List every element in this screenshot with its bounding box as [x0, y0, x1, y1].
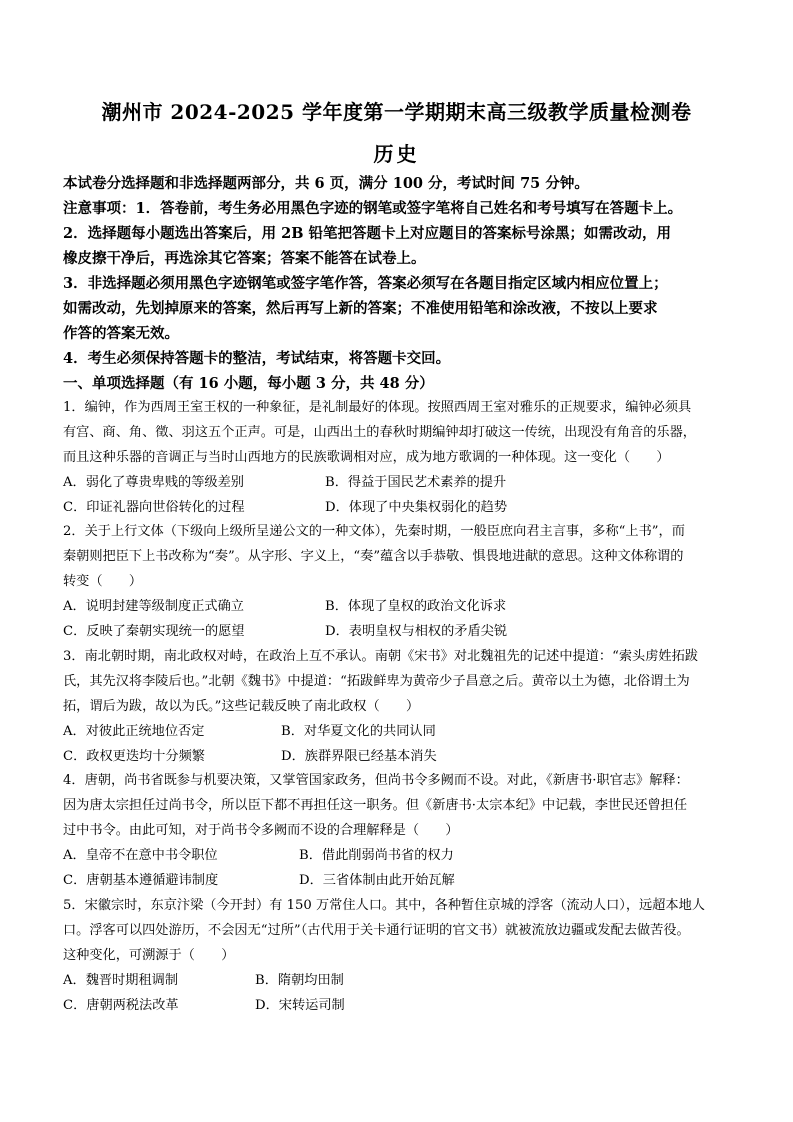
question-1 [63, 395, 735, 520]
question-stem-line: 有宫、商、角、徵、羽这五个正声。可是，山西出土的春秋时期编钟却打破这一传统，出现没有角音的乐器， [63, 425, 696, 440]
instruction-line: 如需改动，先划掉原来的答案，然后再写上新的答案；不准使用铅笔和涂改液，不按以上要求 [63, 300, 658, 317]
option-c: C．反映了秦朝实现统一的愿望 [63, 624, 245, 639]
exam-subject: 历史 [373, 142, 420, 166]
option-b: B．对华夏文化的共同认同 [281, 724, 436, 739]
instruction-line: 2．选择题每小题选出答案后，用 2B 铅笔把答题卡上对应题目的答案标号涂黑；如需改动，用 [63, 225, 672, 242]
instruction-line: 注意事项：1．答卷前，考生务必用黑色字迹的钢笔或签字笔将自己姓名和考号填写在答题卡上。 [63, 200, 683, 217]
question-stem-line: 口。浮客可以四处游历，不会因无“过所”（古代用于关卡通行证明的官文书）就被流放边疆或发配去做苦役。 [63, 923, 690, 938]
question-3 [63, 644, 735, 769]
instruction-line: 4．考生必须保持答题卡的整洁，考试结束，将答题卡交回。 [63, 350, 451, 367]
option-row [63, 968, 735, 993]
option-d: D．三省体制由此开始瓦解 [299, 873, 455, 888]
instruction-line: 3．非选择题必须用黑色字迹钢笔或签字笔作答，答案必须写在各题目指定区域内相应位置上； [63, 275, 668, 292]
option-row [63, 843, 735, 868]
option-b: B．借此削弱尚书省的权力 [299, 848, 454, 863]
option-d: D．表明皇权与相权的矛盾尖锐 [325, 624, 508, 639]
option-d: D．体现了中央集权弱化的趋势 [325, 500, 508, 515]
question-4 [63, 768, 735, 893]
exam-title: 潮州市 2024-2025 学年度第一学期期末高三级教学质量检测卷 [101, 100, 692, 124]
question-stem-line: 5．宋徽宗时，东京汴梁（今开封）有 150 万常住人口。其中，各种暂住京城的浮客（流动人口），远超本地人 [63, 898, 705, 913]
question-5 [63, 893, 735, 1018]
question-stem-line: 2．关于上行文体（下级向上级所呈递公文的一种文体），先秦时期，一般臣庶向君主言事，多称“上书”，而 [63, 524, 685, 539]
option-a: A．对彼此正统地位否定 [63, 724, 205, 739]
instruction-line: 作答的答案无效。 [63, 325, 179, 342]
option-row [63, 619, 735, 644]
question-stem-line: 4．唐朝，尚书省既参与机要决策，又掌管国家政务，但尚书令多阙而不设。对此，《新唐书·职官志》解释： [63, 773, 689, 788]
option-a: A．皇帝不在意中书令职位 [63, 848, 218, 863]
option-b: B．体现了皇权的政治文化诉求 [325, 599, 507, 614]
question-stem-line: 拓，谓后为跋，故以为氏。”这些记载反映了南北政权（ ） [63, 699, 420, 714]
option-d: D．宋转运司制 [255, 998, 345, 1013]
option-c: C．政权更迭均十分频繁 [63, 749, 205, 764]
question-stem-line: 这种变化，可溯源于（ ） [63, 948, 235, 963]
question-stem-line: 过中书令。由此可知，对于尚书令多阙而不设的合理解释是（ ） [63, 823, 459, 838]
question-stem-line: 因为唐太宗担任过尚书令，所以臣下都不再担任这一职务。但《新唐书·太宗本纪》中记载，李世民还曾担任 [63, 798, 688, 813]
option-row [63, 470, 735, 495]
option-c: C．唐朝基本遵循避讳制度 [63, 873, 219, 888]
option-row [63, 495, 735, 520]
option-b: B．隋朝均田制 [255, 973, 344, 988]
question-stem-line: 1．编钟，作为西周王室王权的一种象征，是礼制最好的体现。按照西周王室对雅乐的正规要求，编钟必须具 [63, 400, 692, 415]
option-row [63, 993, 735, 1018]
instruction-line: 本试卷分选择题和非选择题两部分，共 6 页，满分 100 分，考试时间 75 分钟。 [63, 175, 589, 192]
question-stem-line: 3．南北朝时期，南北政权对峙，在政治上互不承认。南朝《宋书》对北魏祖先的记述中提道：“索头虏姓拓跋 [63, 649, 698, 664]
option-c: C．唐朝两税法改革 [63, 998, 179, 1013]
option-a: A．魏晋时期租调制 [63, 973, 179, 988]
option-a: A．弱化了尊贵卑贱的等级差别 [63, 475, 244, 490]
instruction-line: 橡皮擦干净后，再选涂其它答案；答案不能答在试卷上。 [63, 250, 426, 267]
option-row [63, 719, 735, 744]
option-row [63, 594, 735, 619]
option-b: B．得益于国民艺术素养的提升 [325, 475, 507, 490]
question-stem-line: 秦朝则把臣下上书改称为“奏”。从字形、字义上，“奏”蕴含以手恭敬、惧畏地进献的意思。这种文体称谓的 [63, 549, 684, 564]
option-row [63, 744, 735, 769]
section-heading: 一、单项选择题（有 16 小题，每小题 3 分，共 48 分） [63, 375, 434, 392]
option-row [63, 868, 735, 893]
question-stem-line: 而且这种乐器的音调正与当时山西地方的民族歌调相对应，成为地方歌调的一种体现。这一变化（ ） [63, 450, 670, 465]
question-stem-line: 转变（ ） [63, 574, 143, 589]
question-2 [63, 519, 735, 644]
option-d: D．族群界限已经基本消失 [281, 749, 437, 764]
question-stem-line: 氏，其先汉将李陵后也。”北朝《魏书》中提道：“拓跋鲜卑为黄帝少子昌意之后。黄帝以土为德，北俗谓土为 [63, 674, 690, 689]
option-c: C．印证礼器向世俗转化的过程 [63, 500, 245, 515]
option-a: A．说明封建等级制度正式确立 [63, 599, 244, 614]
instructions-block [63, 171, 735, 396]
